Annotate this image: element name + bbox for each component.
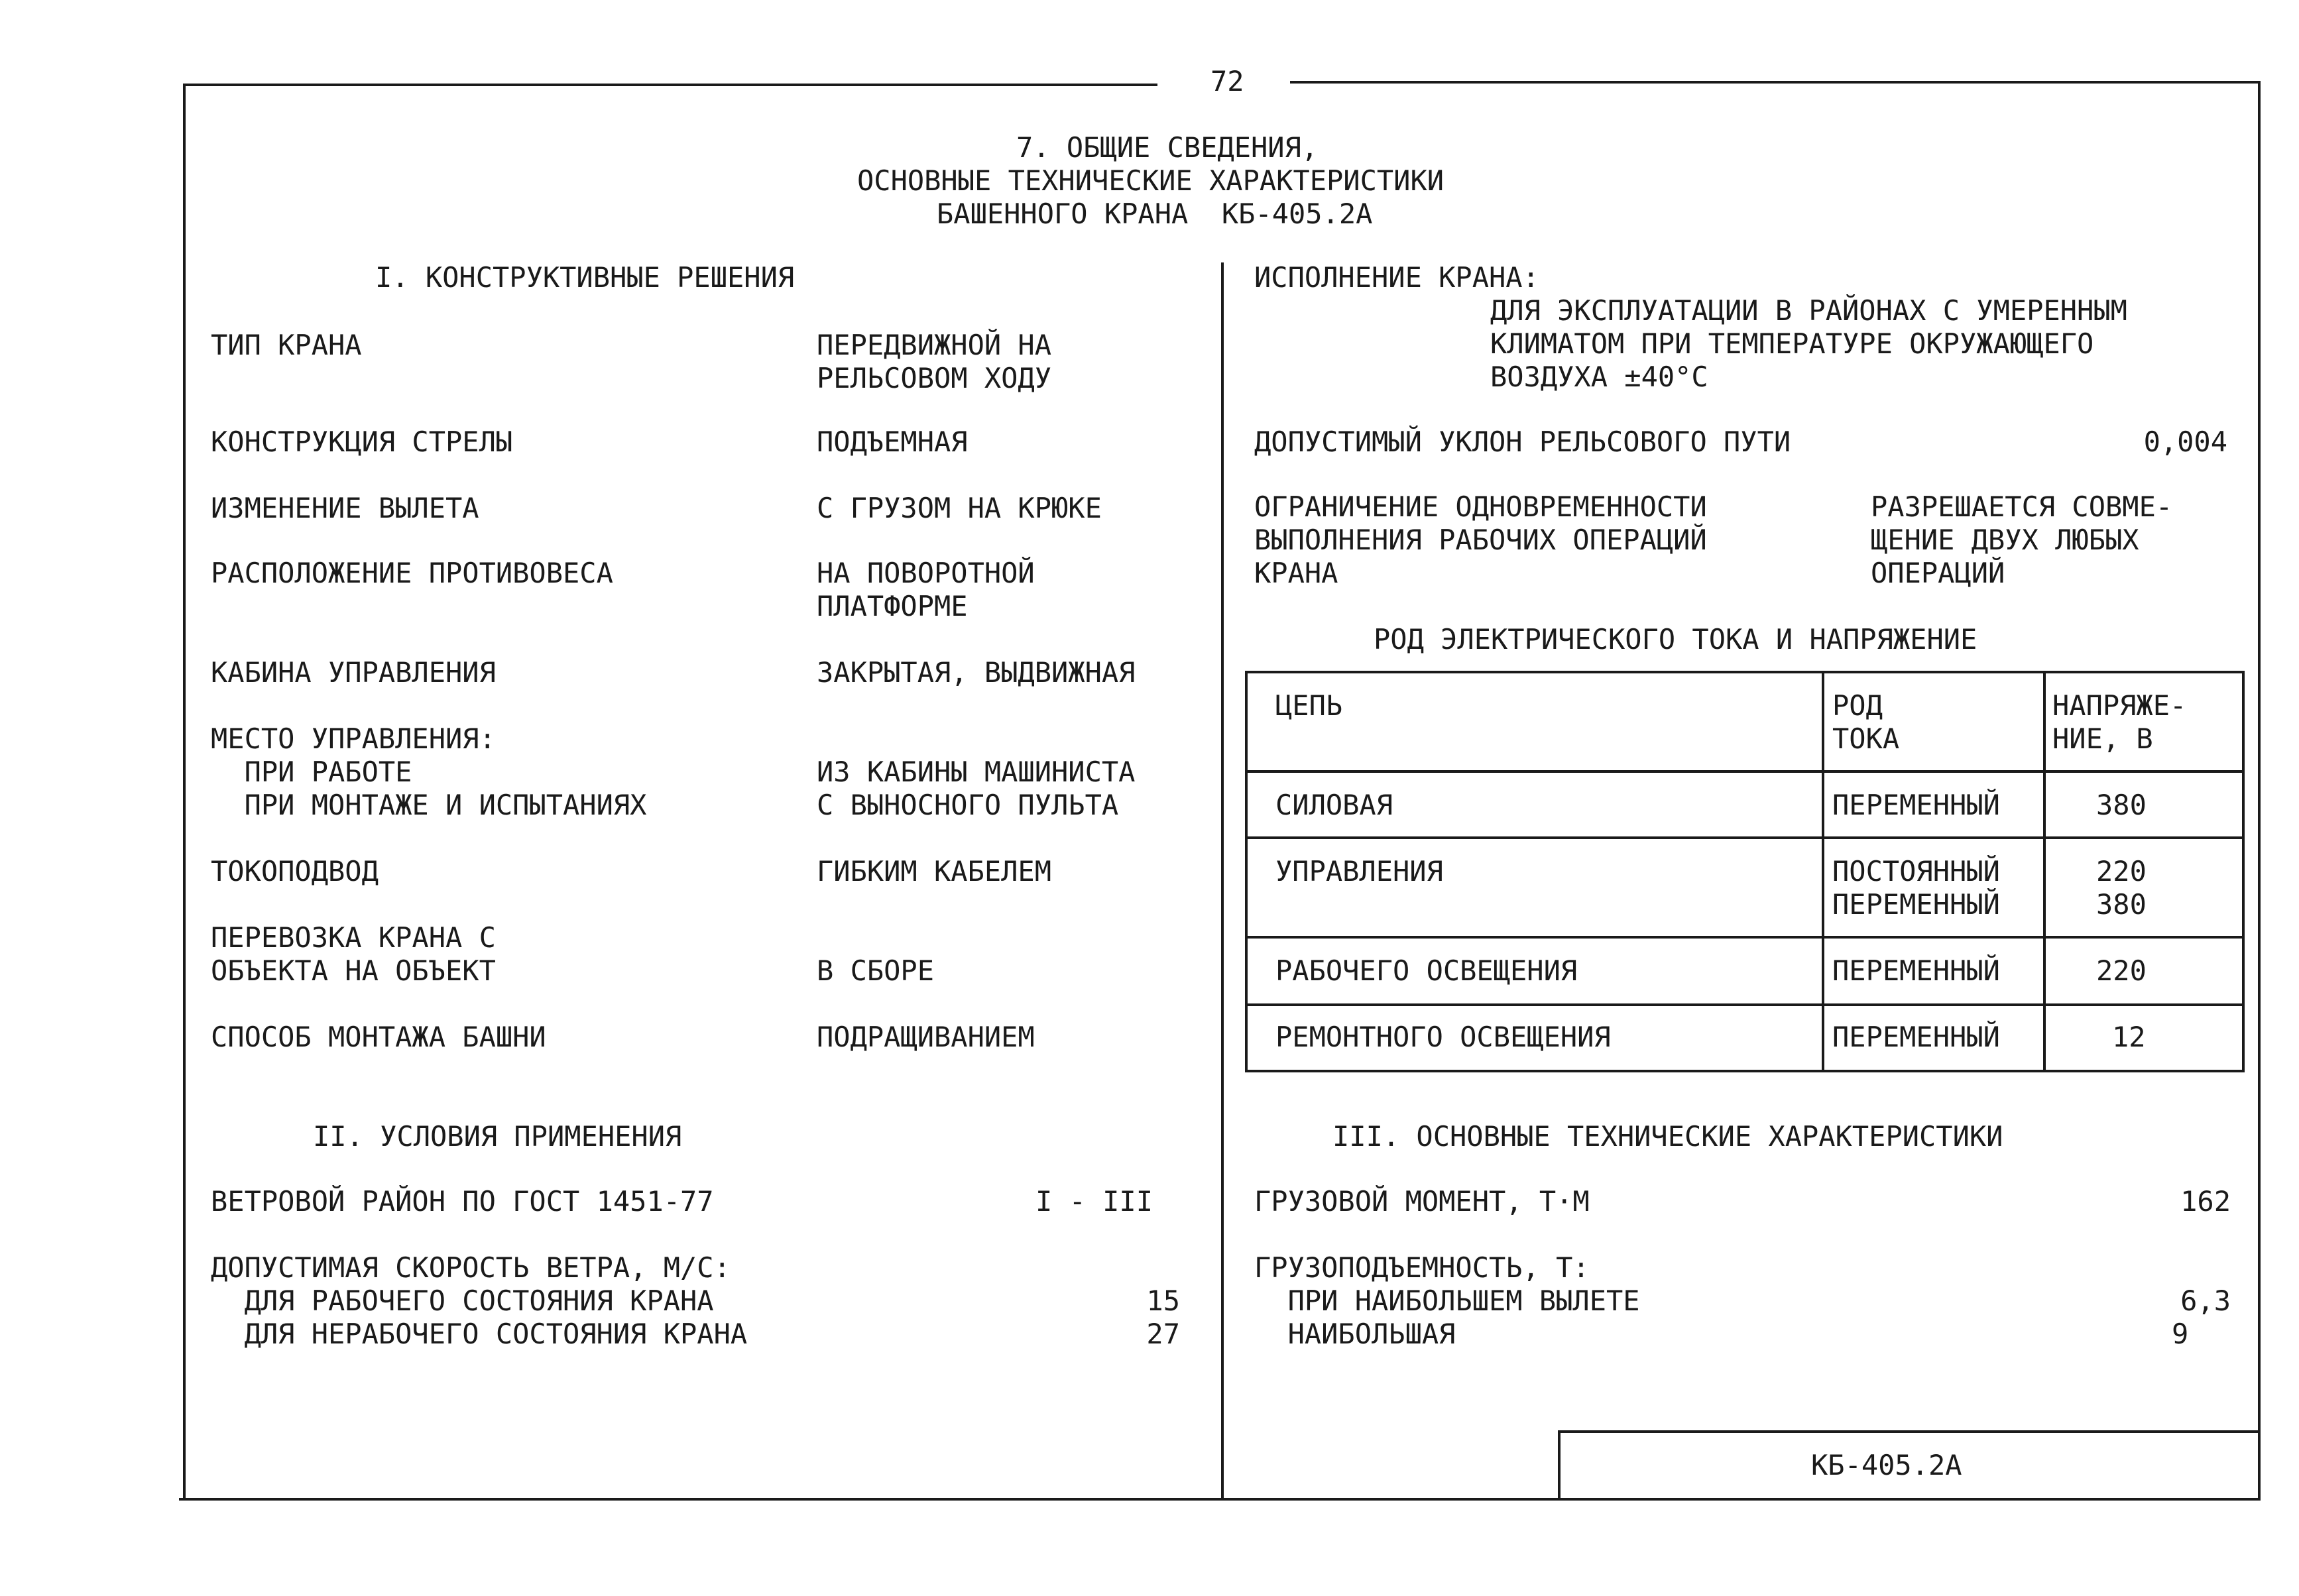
max-reach-value: 6,3 [2180, 1284, 2231, 1317]
table-cell-voltage: 380 [2096, 789, 2147, 821]
spec-value: ГИБКИМ КАБЕЛЕМ [817, 855, 1052, 887]
max-reach-label: ПРИ НАИБОЛЬШЕМ ВЫЛЕТЕ [1254, 1284, 1640, 1317]
section2-heading: II. УСЛОВИЯ ПРИМЕНЕНИЯ [313, 1120, 682, 1153]
section3-heading: III. ОСНОВНЫЕ ТЕХНИЧЕСКИЕ ХАРАКТЕРИСТИКИ [1332, 1120, 2003, 1153]
table-cell-type: ПЕРЕМЕННЫЙ [1832, 1021, 2000, 1053]
execution-text: ДЛЯ ЭКСПЛУАТАЦИИ В РАЙОНАХ С УМЕРЕННЫМ КЛИМАТОМ ПРИ ТЕМПЕРАТУРЕ ОКРУЖАЮЩЕГО ВОЗДУХА ±40°С [1490, 294, 2127, 393]
spec-value: ПОДЪЕМНАЯ [817, 426, 968, 458]
slope-label: ДОПУСТИМЫЙ УКЛОН РЕЛЬСОВОГО ПУТИ [1254, 426, 1791, 458]
spec-label: КОНСТРУКЦИЯ СТРЕЛЫ [211, 426, 513, 458]
table-cell-circuit: РАБОЧЕГО ОСВЕЩЕНИЯ [1275, 954, 1578, 987]
frame-top-left [183, 84, 1157, 86]
nonworking-state-value: 27 [1146, 1318, 1180, 1350]
spec-label: ИЗМЕНЕНИЕ ВЫЛЕТА [211, 492, 479, 524]
table-cell-voltage: 220 [2096, 954, 2147, 987]
spec-value: ПЕРЕДВИЖНОЙ НА РЕЛЬСОВОМ ХОДУ [817, 329, 1052, 394]
stamp-box-left [1558, 1430, 1561, 1499]
table-cell-voltage: 220 380 [2096, 855, 2147, 921]
spec-label: РАСПОЛОЖЕНИЕ ПРОТИВОВЕСА [211, 557, 613, 589]
simultaneous-label: ОГРАНИЧЕНИЕ ОДНОВРЕМЕННОСТИ ВЫПОЛНЕНИЯ РАБОЧИХ ОПЕРАЦИЙ КРАНА [1254, 490, 1707, 589]
spec-label: ТИП КРАНА [211, 329, 362, 361]
working-state-value: 15 [1146, 1284, 1180, 1317]
frame-bottom [179, 1498, 2261, 1501]
stamp-designation: КБ-405.2А [1811, 1449, 1962, 1481]
working-state-label: ДЛЯ РАБОЧЕГО СОСТОЯНИЯ КРАНА [211, 1284, 714, 1317]
table-cell-type: ПЕРЕМЕННЫЙ [1832, 954, 2000, 987]
spec-value: ИЗ КАБИНЫ МАШИНИСТА С ВЫНОСНОГО ПУЛЬТА [817, 756, 1136, 821]
section1-heading: I. КОНСТРУКТИВНЫЕ РЕШЕНИЯ [375, 261, 795, 294]
max-capacity-value: 9 [2172, 1318, 2189, 1350]
spec-value: С ГРУЗОМ НА КРЮКЕ [817, 492, 1102, 524]
stamp-box-top [1558, 1430, 2261, 1433]
table-header-circuit: ЦЕПЬ [1275, 689, 1343, 722]
table-cell-type: ПЕРЕМЕННЫЙ [1832, 789, 2000, 821]
wind-region-label: ВЕТРОВОЙ РАЙОН ПО ГОСТ 1451-77 [211, 1185, 714, 1218]
table-cell-circuit: СИЛОВАЯ [1275, 789, 1393, 821]
spec-value: В СБОРЕ [817, 954, 935, 987]
moment-label: ГРУЗОВОЙ МОМЕНТ, Т·М [1254, 1185, 1590, 1218]
table-cell-circuit: УПРАВЛЕНИЯ [1275, 855, 1443, 887]
table-header-current-type: РОД ТОКА [1832, 689, 1900, 755]
page-title-line3: БАШЕННОГО КРАНА КБ-405.2А [937, 198, 1373, 230]
wind-speed-label: ДОПУСТИМАЯ СКОРОСТЬ ВЕТРА, М/С: [211, 1251, 731, 1284]
spec-value: ПОДРАЩИВАНИЕМ [817, 1021, 1035, 1053]
max-capacity-label: НАИБОЛЬШАЯ [1254, 1318, 1456, 1350]
frame-top-right [1290, 81, 2261, 84]
page-title-line1: 7. ОБЩИЕ СВЕДЕНИЯ, [1016, 131, 1319, 164]
page-number: 72 [1210, 65, 1244, 97]
slope-value: 0,004 [2143, 426, 2227, 458]
column-divider [1221, 262, 1224, 1499]
frame-right [2258, 81, 2261, 1501]
table-cell-type: ПОСТОЯННЫЙ ПЕРЕМЕННЫЙ [1832, 855, 2000, 921]
spec-label: КАБИНА УПРАВЛЕНИЯ [211, 656, 496, 689]
nonworking-state-label: ДЛЯ НЕРАБОЧЕГО СОСТОЯНИЯ КРАНА [211, 1318, 748, 1350]
wind-region-value: I - III [1035, 1185, 1153, 1218]
current-table-heading: РОД ЭЛЕКТРИЧЕСКОГО ТОКА И НАПРЯЖЕНИЕ [1374, 623, 1977, 656]
spec-value: НА ПОВОРОТНОЙ ПЛАТФОРМЕ [817, 557, 1035, 622]
spec-label: ПЕРЕВОЗКА КРАНА С ОБЪЕКТА НА ОБЪЕКТ [211, 921, 496, 987]
spec-value: ЗАКРЫТАЯ, ВЫДВИЖНАЯ [817, 656, 1136, 689]
spec-label: СПОСОБ МОНТАЖА БАШНИ [211, 1021, 546, 1053]
page-title-line2: ОСНОВНЫЕ ТЕХНИЧЕСКИЕ ХАРАКТЕРИСТИКИ [857, 164, 1444, 197]
moment-value: 162 [2180, 1185, 2231, 1218]
spec-label: МЕСТО УПРАВЛЕНИЯ: ПРИ РАБОТЕ ПРИ МОНТАЖЕ И ИСПЫТАНИЯХ [211, 722, 647, 821]
simultaneous-value: РАЗРЕШАЕТСЯ СОВМЕ- ЩЕНИЕ ДВУХ ЛЮБЫХ ОПЕРАЦИЙ [1871, 490, 2173, 589]
table-header-voltage: НАПРЯЖЕ- НИЕ, В [2052, 689, 2187, 755]
frame-left [183, 84, 186, 1501]
table-cell-voltage: 12 [2112, 1021, 2146, 1053]
table-cell-circuit: РЕМОНТНОГО ОСВЕЩЕНИЯ [1275, 1021, 1611, 1053]
capacity-label: ГРУЗОПОДЪЕМНОСТЬ, Т: [1254, 1251, 1590, 1284]
current-table [1245, 671, 2245, 1072]
spec-label: ТОКОПОДВОД [211, 855, 379, 887]
execution-label: ИСПОЛНЕНИЕ КРАНА: [1254, 261, 1539, 294]
